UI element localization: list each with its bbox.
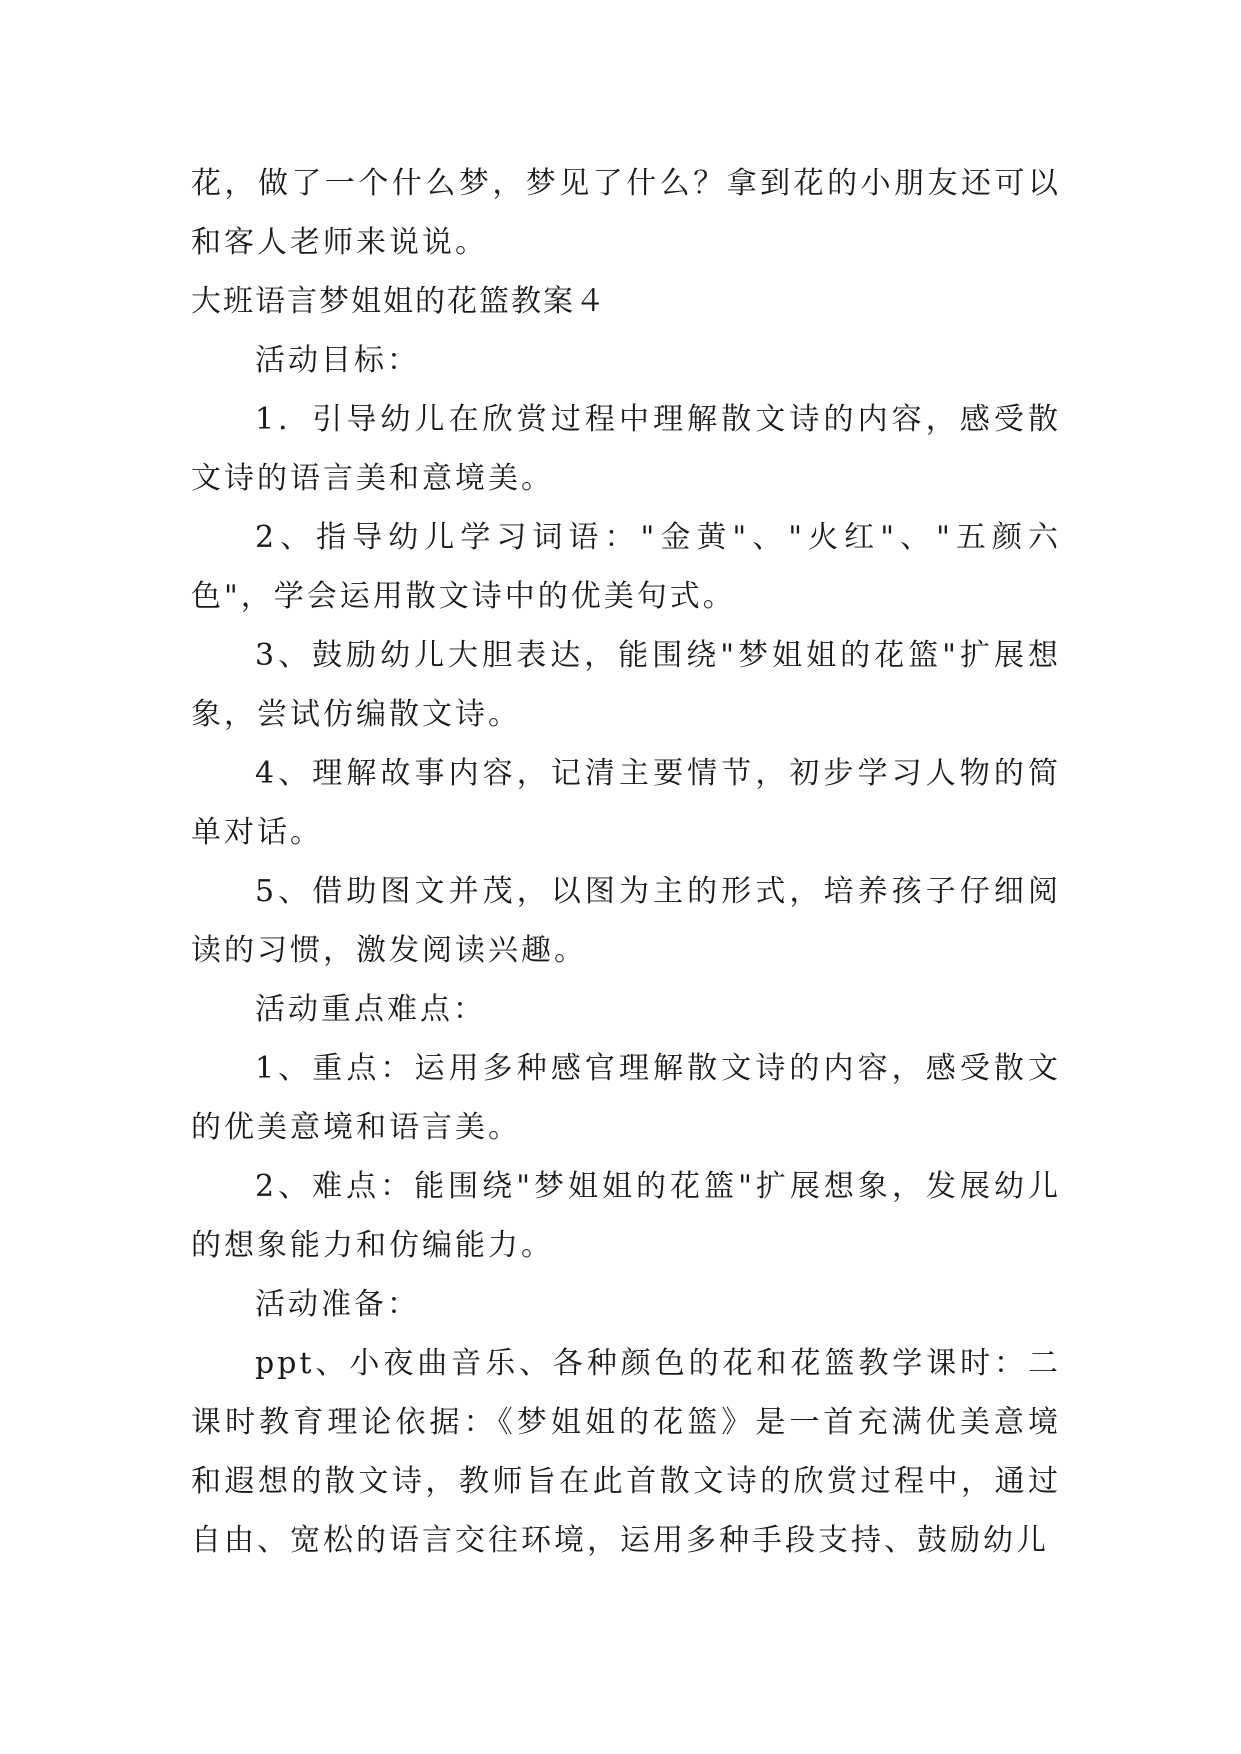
goal-item-2: 2、指导幼儿学习词语："金黄"、"火红"、"五颜六色"，学会运用散文诗中的优美句式。 [191,520,1061,614]
goal-item-1: 1．引导幼儿在欣赏过程中理解散文诗的内容，感受散文诗的语言美和意境美。 [191,402,1061,496]
goal-item-5: 5、借助图文并茂，以图为主的形式，培养孩子仔细阅读的习惯，激发阅读兴趣。 [191,874,1061,968]
lesson-plan-title: 大班语言梦姐姐的花篮教案４ [191,284,607,319]
goal-item-3: 3、鼓励幼儿大胆表达，能围绕"梦姐姐的花篮"扩展想象，尝试仿编散文诗。 [191,638,1061,732]
document-body [191,154,1061,1570]
goal-item-4: 4、理解故事内容，记清主要情节，初步学习人物的简单对话。 [191,756,1061,850]
section-heading-preparation: 活动准备： [255,1287,420,1322]
section-heading-goals: 活动目标： [255,343,420,378]
key-point-item-2: 2、难点：能围绕"梦姐姐的花篮"扩展想象，发展幼儿的想象能力和仿编能力。 [191,1169,1061,1263]
key-point-item-1: 1、重点：运用多种感官理解散文诗的内容，感受散文的优美意境和语言美。 [191,1051,1061,1145]
preparation-paragraph: ppt、小夜曲音乐、各种颜色的花和花篮教学课时：二课时教育理论依据：《梦姐姐的花篮》是一首充满优美意境和遐想的散文诗，教师旨在此首散文诗的欣赏过程中，通过自由、宽松的语言交往环境，运用多种手段支持、鼓励幼儿 [191,1346,1061,1558]
continuation-paragraph: 花，做了一个什么梦，梦见了什么？拿到花的小朋友还可以和客人老师来说说。 [191,166,1061,260]
section-heading-key-points: 活动重点难点： [255,992,486,1027]
